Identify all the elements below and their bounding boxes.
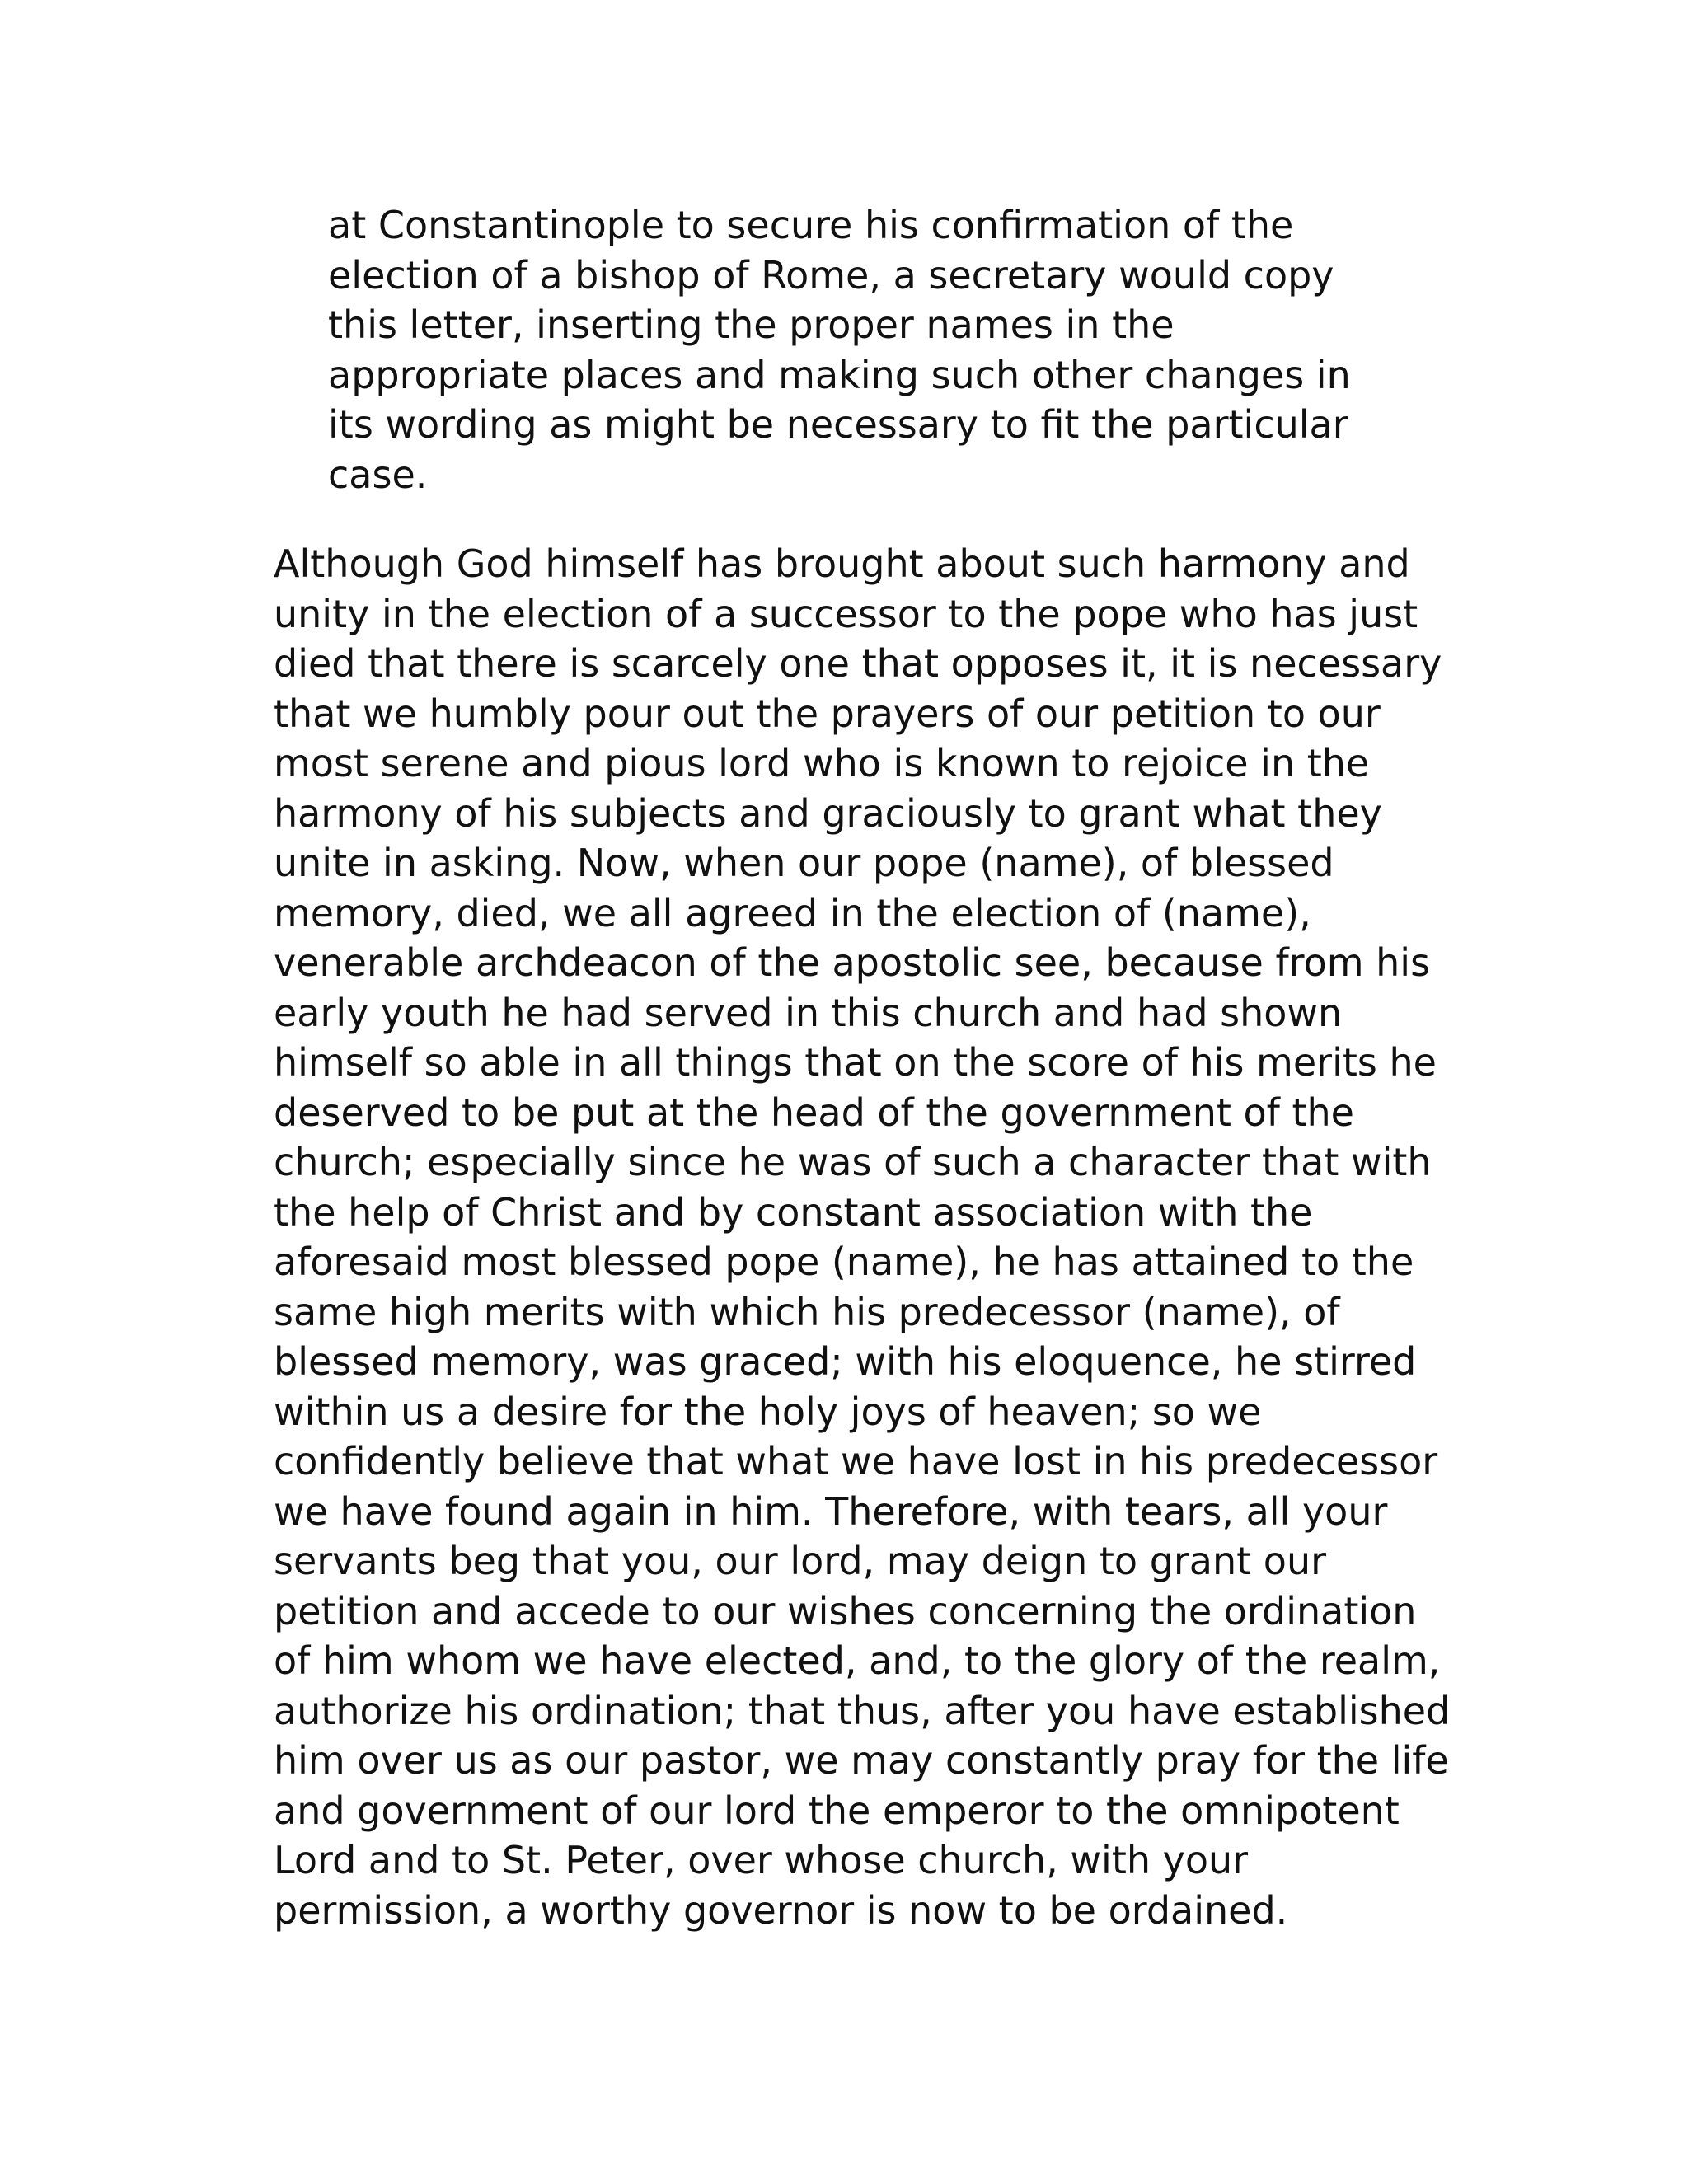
text-line: of him whom we have elected, and, to the glory of the realm, [274,1638,1441,1683]
text-line: church; especially since he was of such a character that with [274,1140,1432,1184]
text-line: deserved to be put at the head of the government of the [274,1090,1354,1135]
text-line: aforesaid most blessed pope (name), he has attained to the [274,1240,1414,1284]
text-line: authorize his ordination; that thus, after you have established [274,1688,1451,1733]
text-line: died that there is scarcely one that opposes it, it is necessary [274,641,1442,686]
intro-paragraph [328,200,1351,499]
text-line: servants beg that you, our lord, may deign to grant our [274,1539,1327,1583]
text-line: at Constantinople to secure his confirmation of the [328,203,1294,247]
text-line: venerable archdeacon of the apostolic see, because from his [274,940,1431,985]
text-line: confidently believe that what we have lost in his predecessor [274,1439,1438,1483]
text-line: its wording as might be necessary to fit the particular [328,402,1348,447]
text-line: this letter, inserting the proper names in the [328,302,1175,347]
text-line: the help of Christ and by constant association with the [274,1189,1313,1235]
text-line: election of a bishop of Rome, a secretary would copy [328,252,1334,298]
text-line: him over us as our pastor, we may constantly pray for the life [274,1738,1449,1783]
text-line: and government of our lord the emperor to the omnipotent [274,1788,1400,1833]
text-line: we have found again in him. Therefore, with tears, all your [274,1488,1388,1534]
text-line: himself so able in all things that on the score of his merits he [274,1040,1437,1085]
text-line: petition and accede to our wishes concerning the ordination [274,1588,1417,1633]
text-line: unity in the election of a successor to the pope who has just [274,591,1418,636]
text-line: appropriate places and making such other changes in [328,352,1351,397]
text-line: Lord and to St. Peter, over whose church, with your [274,1838,1249,1882]
text-line: that we humbly pour out the prayers of our petition to our [274,691,1381,736]
text-line: unite in asking. Now, when our pope (name), of blessed [274,841,1334,885]
text-line: permission, a worthy governor is now to be ordained. [274,1887,1288,1933]
text-line: early youth he had served in this church and had shown [274,990,1343,1035]
text-line: case. [328,452,428,497]
text-line: same high merits with which his predecessor (name), of [274,1289,1340,1334]
text-line: within us a desire for the holy joys of heaven; so we [274,1389,1262,1434]
letter-paragraph [274,539,1450,1935]
text-line: harmony of his subjects and graciously to grant what they [274,790,1382,836]
text-line: memory, died, we all agreed in the election of (name), [274,890,1311,935]
text-line: Although God himself has brought about such harmony and [274,541,1410,586]
text-line: blessed memory, was graced; with his eloquence, he stirred [274,1339,1417,1384]
text-line: most serene and pious lord who is known to rejoice in the [274,741,1370,785]
